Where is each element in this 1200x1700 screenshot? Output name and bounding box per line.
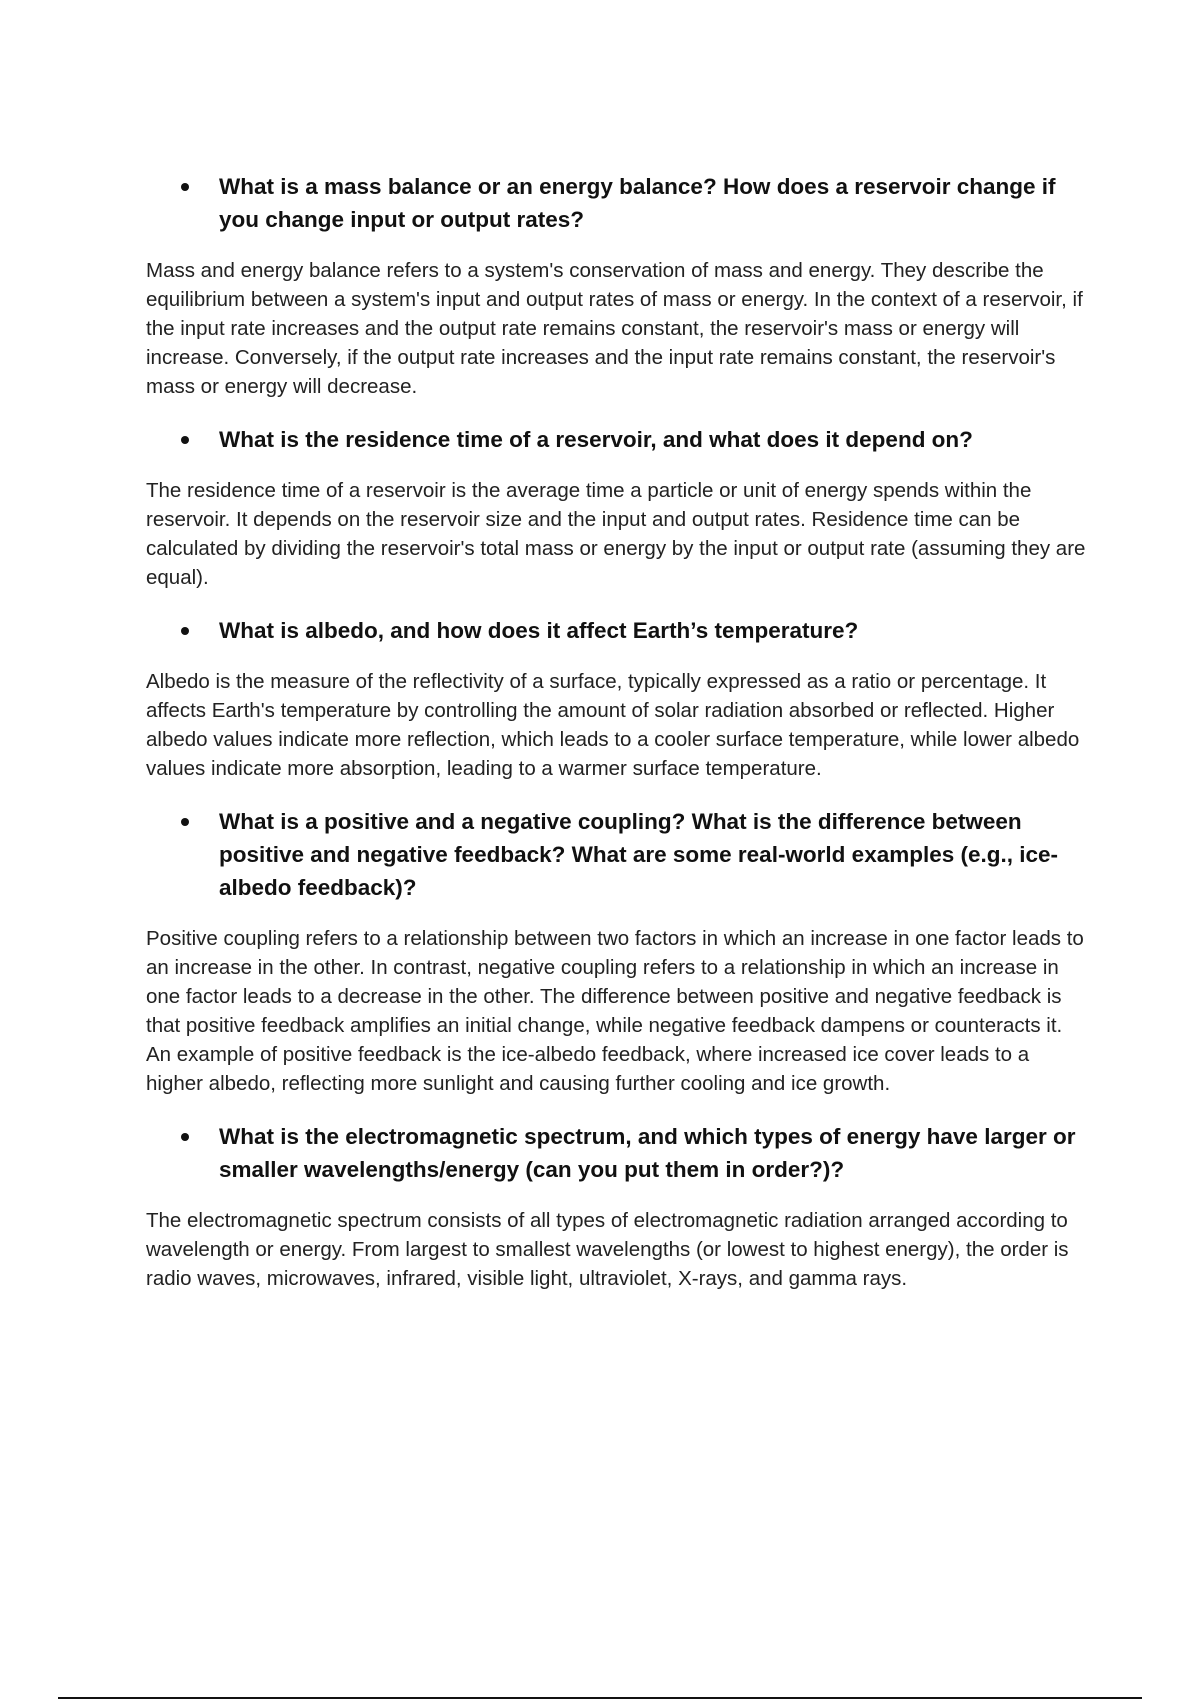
question-heading [146,170,1086,236]
bullet-icon [181,183,189,191]
qa-section-electromagnetic-spectrum [146,1120,1086,1293]
footer-divider [58,1697,1142,1699]
question-text: What is the residence time of a reservoir, and what does it depend on? [219,427,973,452]
qa-section-albedo [146,614,1086,783]
question-text: What is a positive and a negative coupling? What is the difference between positive and negative feedback? What are some real-world examples (e.g., ice-albedo feedback)? [219,809,1059,900]
bullet-icon [181,627,189,635]
bullet-icon [181,818,189,826]
question-text: What is a mass balance or an energy balance? How does a reservoir change if you change input or output rates? [219,174,1056,232]
bullet-icon [181,1133,189,1141]
question-heading [146,614,1086,647]
answer-paragraph: Mass and energy balance refers to a system's conservation of mass and energy. They describe the equilibrium between a system's input and output rates of mass or energy. In the context of a reservoir, if the input rate increases and the output rate remains constant, the reservoir's mass or energy will increase. Conversely, if the output rate increases and the input rate remains constant, the reservoir's mass or energy will decrease. [146,259,1083,398]
question-text: What is the electromagnetic spectrum, and which types of energy have larger or smaller wavelengths/energy (can you put them in order?)? [219,1124,1076,1182]
answer-paragraph: The electromagnetic spectrum consists of all types of electromagnetic radiation arranged according to wavelength or energy. From largest to smallest wavelengths (or lowest to highest energy), the order is radio waves, microwaves, infrared, visible light, ultraviolet, X-rays, and gamma rays. [146,1209,1069,1290]
answer-paragraph: Albedo is the measure of the reflectivity of a surface, typically expressed as a ratio or percentage. It affects Earth's temperature by controlling the amount of solar radiation absorbed or reflected. Higher albedo values indicate more reflection, which leads to a cooler surface temperature, while lower albedo values indicate more absorption, leading to a warmer surface temperature. [146,670,1080,780]
answer-paragraph: The residence time of a reservoir is the average time a particle or unit of energy spends within the reservoir. It depends on the reservoir size and the input and output rates. Residence time can be calculated by dividing the reservoir's total mass or energy by the input or output rate (assuming they are equal). [146,479,1086,589]
answer-paragraph: Positive coupling refers to a relationship between two factors in which an increase in one factor leads to an increase in the other. In contrast, negative coupling refers to a relationship in which an increase in one factor leads to a decrease in the other. The difference between positive and negative feedback is that positive feedback amplifies an initial change, while negative feedback dampens or counteracts it. An example of positive feedback is the ice-albedo feedback, where increased ice cover leads to a higher albedo, reflecting more sunlight and causing further cooling and ice growth. [146,927,1084,1095]
document-page [146,170,1086,1315]
qa-section-mass-balance [146,170,1086,401]
qa-section-coupling-feedback [146,805,1086,1098]
question-text: What is albedo, and how does it affect Earth’s temperature? [219,618,859,643]
question-heading [146,423,1086,456]
qa-section-residence-time [146,423,1086,592]
bullet-icon [181,436,189,444]
question-heading [146,805,1086,904]
question-heading [146,1120,1086,1186]
